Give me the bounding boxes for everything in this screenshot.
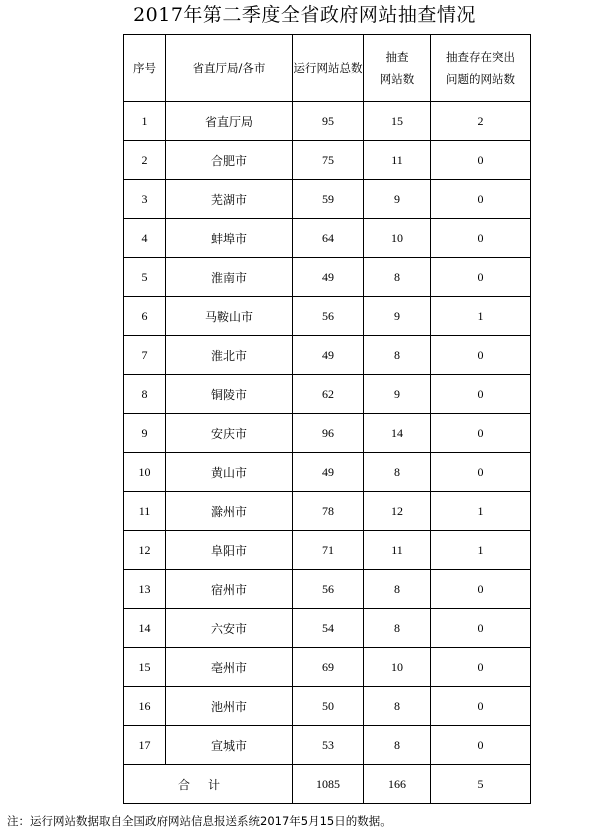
table-row: [124, 297, 531, 336]
cell-total-sites: 50: [293, 687, 364, 726]
cell-total-sites: 54: [293, 609, 364, 648]
cell-total-sites: 95: [293, 102, 364, 141]
table-row: [124, 258, 531, 297]
cell-seq: 5: [124, 258, 166, 297]
cell-unit: 省直厅局: [166, 102, 293, 141]
table-row: [124, 219, 531, 258]
table-row: [124, 414, 531, 453]
header-seq: 序号: [124, 35, 166, 102]
cell-sampled-sites: 9: [364, 180, 431, 219]
cell-seq: 12: [124, 531, 166, 570]
table-row: [124, 531, 531, 570]
cell-problem-sites: 0: [431, 336, 531, 375]
cell-total-sites: 75: [293, 141, 364, 180]
cell-total-sites: 56: [293, 297, 364, 336]
table-row: [124, 570, 531, 609]
table-row: [124, 336, 531, 375]
table-row: [124, 141, 531, 180]
cell-total-sites: 96: [293, 414, 364, 453]
cell-seq: 3: [124, 180, 166, 219]
cell-sampled-sites: 8: [364, 336, 431, 375]
cell-sampled-sites: 9: [364, 375, 431, 414]
table-row: [124, 492, 531, 531]
table-row: [124, 609, 531, 648]
cell-seq: 6: [124, 297, 166, 336]
cell-unit: 亳州市: [166, 648, 293, 687]
cell-total-sites: 62: [293, 375, 364, 414]
cell-problem-sites: 0: [431, 570, 531, 609]
cell-total-sites: 53: [293, 726, 364, 765]
cell-total-sites: 49: [293, 258, 364, 297]
cell-total-sites: 49: [293, 336, 364, 375]
cell-sampled-sites: 15: [364, 102, 431, 141]
cell-sampled-sites: 10: [364, 219, 431, 258]
total-row: [124, 765, 531, 804]
page-title: 2017年第二季度全省政府网站抽查情况: [133, 4, 476, 26]
cell-problem-sites: 0: [431, 219, 531, 258]
footnote: 注：运行网站数据取自全国政府网站信息报送系统2017年5月15日的数据。: [7, 814, 392, 828]
cell-sampled-sites: 11: [364, 531, 431, 570]
cell-seq: 2: [124, 141, 166, 180]
cell-unit: 六安市: [166, 609, 293, 648]
cell-unit: 黄山市: [166, 453, 293, 492]
cell-problem-sites: 0: [431, 609, 531, 648]
cell-unit: 芜湖市: [166, 180, 293, 219]
cell-total-sites: 69: [293, 648, 364, 687]
cell-total-sites: 71: [293, 531, 364, 570]
cell-sampled-sites: 8: [364, 570, 431, 609]
total-label: 合计: [124, 765, 293, 804]
table-row: [124, 180, 531, 219]
cell-total-sites: 64: [293, 219, 364, 258]
table-row: [124, 375, 531, 414]
cell-problem-sites: 0: [431, 726, 531, 765]
cell-unit: 滁州市: [166, 492, 293, 531]
table-row: [124, 648, 531, 687]
cell-total-sites: 49: [293, 453, 364, 492]
cell-problem-sites: 0: [431, 687, 531, 726]
cell-problem-sites: 0: [431, 180, 531, 219]
cell-unit: 淮北市: [166, 336, 293, 375]
cell-sampled-sites: 9: [364, 297, 431, 336]
header-unit: 省直厅局/各市: [166, 35, 293, 102]
table-row: [124, 687, 531, 726]
cell-seq: 10: [124, 453, 166, 492]
table-row: [124, 102, 531, 141]
table-body: [124, 102, 531, 804]
website-inspection-table: [123, 34, 531, 804]
cell-problem-sites: 1: [431, 531, 531, 570]
cell-problem-sites: 0: [431, 375, 531, 414]
cell-unit: 阜阳市: [166, 531, 293, 570]
cell-sampled-sites: 12: [364, 492, 431, 531]
cell-unit: 蚌埠市: [166, 219, 293, 258]
cell-unit: 淮南市: [166, 258, 293, 297]
cell-sampled-sites: 8: [364, 687, 431, 726]
table-row: [124, 726, 531, 765]
cell-sampled-sites: 14: [364, 414, 431, 453]
cell-sampled-sites: 10: [364, 648, 431, 687]
cell-problem-sites: 2: [431, 102, 531, 141]
cell-problem-sites: 1: [431, 492, 531, 531]
cell-seq: 7: [124, 336, 166, 375]
cell-sampled-sites: 8: [364, 453, 431, 492]
cell-seq: 8: [124, 375, 166, 414]
cell-seq: 4: [124, 219, 166, 258]
cell-total-sites: 59: [293, 180, 364, 219]
header-sampled-line1: 抽查: [385, 50, 409, 64]
total-sites-sum: 1085: [293, 765, 364, 804]
cell-unit: 宣城市: [166, 726, 293, 765]
cell-sampled-sites: 8: [364, 609, 431, 648]
header-problem-sites: [431, 35, 531, 102]
table-row: [124, 453, 531, 492]
cell-unit: 铜陵市: [166, 375, 293, 414]
sampled-sites-sum: 166: [364, 765, 431, 804]
cell-unit: 宿州市: [166, 570, 293, 609]
cell-seq: 15: [124, 648, 166, 687]
cell-problem-sites: 1: [431, 297, 531, 336]
cell-seq: 11: [124, 492, 166, 531]
cell-problem-sites: 0: [431, 453, 531, 492]
table-header-row: [124, 35, 531, 102]
header-sampled-line2: 网站数: [379, 72, 415, 86]
header-total-sites: 运行网站总数: [293, 35, 364, 102]
header-sampled-sites: [364, 35, 431, 102]
cell-problem-sites: 0: [431, 648, 531, 687]
cell-sampled-sites: 8: [364, 726, 431, 765]
cell-unit: 安庆市: [166, 414, 293, 453]
cell-seq: 9: [124, 414, 166, 453]
header-problem-line2: 问题的网站数: [446, 72, 515, 86]
cell-sampled-sites: 8: [364, 258, 431, 297]
cell-unit: 合肥市: [166, 141, 293, 180]
cell-seq: 17: [124, 726, 166, 765]
cell-total-sites: 56: [293, 570, 364, 609]
cell-problem-sites: 0: [431, 414, 531, 453]
cell-seq: 13: [124, 570, 166, 609]
cell-seq: 1: [124, 102, 166, 141]
cell-total-sites: 78: [293, 492, 364, 531]
problem-sites-sum: 5: [431, 765, 531, 804]
cell-sampled-sites: 11: [364, 141, 431, 180]
cell-seq: 14: [124, 609, 166, 648]
cell-problem-sites: 0: [431, 141, 531, 180]
cell-unit: 池州市: [166, 687, 293, 726]
cell-problem-sites: 0: [431, 258, 531, 297]
cell-unit: 马鞍山市: [166, 297, 293, 336]
header-problem-line1: 抽查存在突出: [446, 50, 515, 64]
cell-seq: 16: [124, 687, 166, 726]
